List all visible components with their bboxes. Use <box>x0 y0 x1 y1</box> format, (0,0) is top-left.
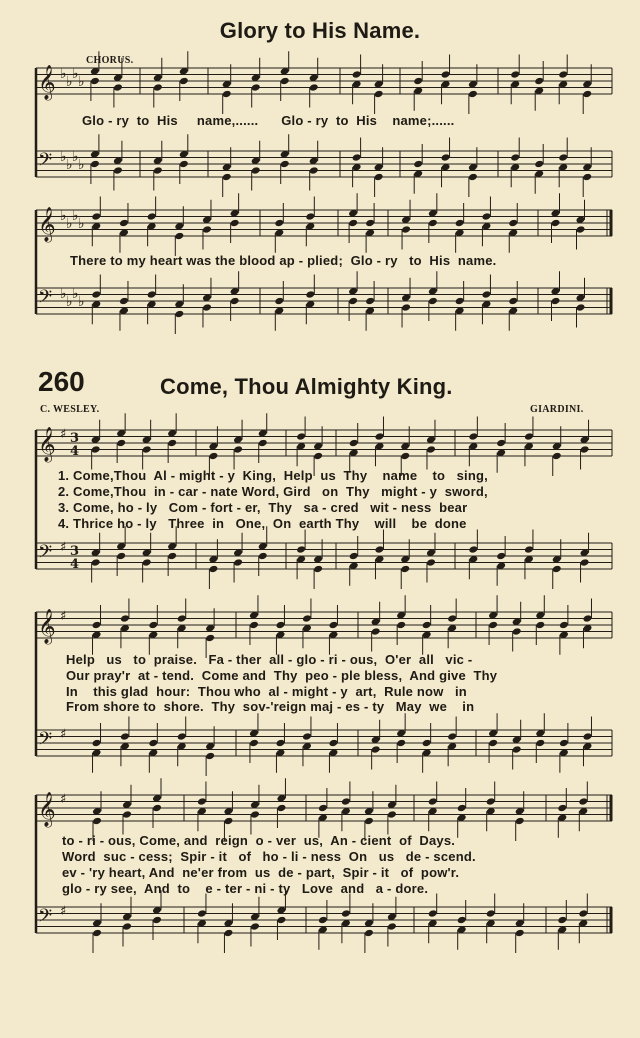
note-head <box>524 432 534 441</box>
time-signature: 3 <box>70 431 80 446</box>
note-head <box>558 153 568 162</box>
note-head <box>167 439 177 448</box>
note-head <box>208 565 218 574</box>
note-head <box>249 739 259 748</box>
note-head <box>116 552 126 561</box>
bass-clef-icon: 𝄢 <box>38 729 53 754</box>
note-head <box>208 452 218 461</box>
note-head <box>374 173 384 182</box>
note-head <box>177 732 187 741</box>
verse-line: Help us to praise. Fa - ther all - glo - ri - ous, O'er all vic - <box>66 652 473 667</box>
verse-line: ev - 'ry heart, And ne'er from us de - part, Spir - it of pow'r. <box>62 865 460 880</box>
flat-icon: ♭ <box>66 216 73 232</box>
note-head <box>508 297 518 306</box>
note-head <box>153 166 163 175</box>
note-head <box>535 739 545 748</box>
note-head <box>551 219 561 228</box>
note-head <box>387 810 397 819</box>
chorus-label: CHORUS. <box>86 55 134 66</box>
note-head <box>510 153 520 162</box>
note-head <box>274 297 284 306</box>
note-head <box>92 739 102 748</box>
note-head <box>401 225 411 234</box>
flat-icon: ♭ <box>60 208 67 224</box>
note-head <box>371 627 381 636</box>
treble-clef-icon: 𝄞 <box>38 65 56 100</box>
author-credit: C. WESLEY. <box>40 404 100 415</box>
note-head <box>120 732 130 741</box>
note-head <box>496 552 506 561</box>
note-head <box>205 752 215 761</box>
note-head <box>371 745 381 754</box>
note-head <box>120 614 130 623</box>
note-head <box>576 225 586 234</box>
note-head <box>328 621 338 630</box>
note-head <box>510 70 520 79</box>
flat-icon: ♭ <box>78 157 85 173</box>
note-head <box>387 922 397 931</box>
note-head <box>92 929 102 938</box>
sharp-icon: ♯ <box>60 427 67 442</box>
treble-clef-icon: 𝄞 <box>38 207 56 242</box>
note-head <box>582 90 592 99</box>
note-head <box>250 922 260 931</box>
note-head <box>552 565 562 574</box>
note-head <box>153 83 163 92</box>
hymn-title: Glory to His Name. <box>219 18 421 43</box>
bass-clef-icon: 𝄢 <box>38 542 53 567</box>
note-head <box>328 739 338 748</box>
verse-line: 3. Come, ho - ly Com - fort - er, Thy sa - cred wit - ness bear <box>58 500 468 515</box>
verse-line: 4. Thrice ho - ly Three in One, On earth Thy will be done <box>58 516 467 531</box>
note-head <box>352 153 362 162</box>
flat-icon: ♭ <box>60 149 67 165</box>
time-signature: 3 <box>70 544 80 559</box>
note-head <box>576 303 586 312</box>
note-head <box>276 804 286 813</box>
note-head <box>400 452 410 461</box>
time-signature: 4 <box>70 444 80 459</box>
note-head <box>119 219 129 228</box>
note-head <box>258 552 268 561</box>
note-head <box>305 290 315 299</box>
note-head <box>177 614 187 623</box>
note-head <box>582 173 592 182</box>
note-head <box>280 160 290 169</box>
note-head <box>197 909 207 918</box>
verse-line: From shore to shore. Thy sov-'reign maj - es - ty May we in <box>66 699 475 714</box>
note-head <box>197 797 207 806</box>
flat-icon: ♭ <box>78 294 85 310</box>
note-head <box>413 160 423 169</box>
note-head <box>341 909 351 918</box>
flat-icon: ♭ <box>78 74 85 90</box>
note-head <box>441 70 451 79</box>
note-head <box>174 310 184 319</box>
note-head <box>496 439 506 448</box>
note-head <box>122 810 132 819</box>
note-head <box>305 212 315 221</box>
note-head <box>365 219 375 228</box>
note-head <box>396 621 406 630</box>
note-head <box>400 565 410 574</box>
note-head <box>167 552 177 561</box>
note-head <box>428 797 438 806</box>
note-head <box>426 558 436 567</box>
note-head <box>524 545 534 554</box>
time-signature: 4 <box>70 557 80 572</box>
note-head <box>580 445 590 454</box>
note-head <box>233 445 243 454</box>
note-head <box>222 90 232 99</box>
note-head <box>142 558 152 567</box>
note-head <box>205 634 215 643</box>
treble-clef-icon: 𝄞 <box>38 792 56 827</box>
note-head <box>468 545 478 554</box>
note-head <box>486 797 496 806</box>
note-head <box>447 614 457 623</box>
note-head <box>92 621 102 630</box>
note-head <box>274 219 284 228</box>
note-head <box>559 621 569 630</box>
note-head <box>457 916 467 925</box>
note-head <box>441 153 451 162</box>
note-head <box>250 810 260 819</box>
note-head <box>91 445 101 454</box>
verse-line: to - ri - ous, Come, and reign o - ver us, An - cient of Days. <box>62 833 456 848</box>
bass-clef-icon: 𝄢 <box>38 906 53 931</box>
note-head <box>455 219 465 228</box>
note-head <box>230 297 240 306</box>
note-head <box>422 739 432 748</box>
note-head <box>222 173 232 182</box>
note-head <box>428 297 438 306</box>
sharp-icon: ♯ <box>60 792 67 807</box>
flat-icon: ♭ <box>60 286 67 302</box>
note-head <box>142 445 152 454</box>
note-head <box>341 797 351 806</box>
bass-clef-icon: 𝄢 <box>38 150 53 175</box>
note-head <box>428 219 438 228</box>
note-head <box>365 297 375 306</box>
treble-clef-icon: 𝄞 <box>38 609 56 644</box>
note-head <box>559 739 569 748</box>
note-head <box>583 614 593 623</box>
note-head <box>152 804 162 813</box>
note-head <box>309 83 319 92</box>
note-head <box>202 225 212 234</box>
note-head <box>302 614 312 623</box>
verse-line: glo - ry see, And to e - ter - ni - ty Love and a - dore. <box>62 881 429 896</box>
note-head <box>352 70 362 79</box>
note-head <box>90 77 100 86</box>
flat-icon: ♭ <box>66 157 73 173</box>
note-head <box>348 219 358 228</box>
note-head <box>426 445 436 454</box>
sharp-icon: ♯ <box>60 540 67 555</box>
note-head <box>91 290 101 299</box>
note-head <box>455 297 465 306</box>
note-head <box>148 621 158 630</box>
note-head <box>113 83 123 92</box>
note-head <box>481 212 491 221</box>
note-head <box>422 621 432 630</box>
note-head <box>174 232 184 241</box>
note-head <box>313 452 323 461</box>
note-head <box>457 804 467 813</box>
note-head <box>230 219 240 228</box>
note-head <box>91 558 101 567</box>
flat-icon: ♭ <box>66 294 73 310</box>
note-head <box>147 290 157 299</box>
note-head <box>468 432 478 441</box>
flat-icon: ♭ <box>72 208 79 224</box>
note-head <box>481 290 491 299</box>
note-head <box>488 739 498 748</box>
note-head <box>309 166 319 175</box>
note-head <box>116 439 126 448</box>
note-head <box>396 739 406 748</box>
note-head <box>374 90 384 99</box>
note-head <box>148 739 158 748</box>
note-head <box>349 439 359 448</box>
flat-icon: ♭ <box>66 74 73 90</box>
note-head <box>364 817 374 826</box>
note-head <box>202 303 212 312</box>
verse-line: Our pray'r at - tend. Come and Thy peo - ple bless, And give Thy <box>66 668 498 683</box>
composer-credit: GIARDINI. <box>530 404 584 415</box>
note-head <box>258 439 268 448</box>
note-head <box>318 916 328 925</box>
bass-clef-icon: 𝄢 <box>38 287 53 312</box>
note-head <box>152 916 162 925</box>
verse-line: In this glad hour: Thou who al - might - y art, Rule now in <box>66 684 467 699</box>
sharp-icon: ♯ <box>60 609 67 624</box>
note-head <box>447 732 457 741</box>
note-head <box>296 545 306 554</box>
note-head <box>557 916 567 925</box>
note-head <box>179 77 189 86</box>
note-head <box>147 212 157 221</box>
note-head <box>512 745 522 754</box>
note-head <box>90 160 100 169</box>
note-head <box>535 621 545 630</box>
note-head <box>113 166 123 175</box>
hymn-title: Come, Thou Almighty King. <box>160 374 453 399</box>
note-head <box>515 929 525 938</box>
lyric-line: Glo - ry to His name,...... Glo - ry to His name;...... <box>82 113 455 128</box>
note-head <box>515 817 525 826</box>
note-head <box>580 558 590 567</box>
note-head <box>578 909 588 918</box>
flat-icon: ♭ <box>72 149 79 165</box>
note-head <box>302 732 312 741</box>
note-head <box>179 160 189 169</box>
note-head <box>551 297 561 306</box>
flat-icon: ♭ <box>60 66 67 82</box>
note-head <box>280 77 290 86</box>
sharp-icon: ♯ <box>60 904 67 919</box>
note-head <box>275 739 285 748</box>
note-head <box>552 452 562 461</box>
note-head <box>349 552 359 561</box>
note-head <box>578 797 588 806</box>
note-head <box>468 90 478 99</box>
note-head <box>508 219 518 228</box>
note-head <box>558 70 568 79</box>
note-head <box>313 565 323 574</box>
note-head <box>92 817 102 826</box>
sharp-icon: ♯ <box>60 727 67 742</box>
hymn-number: 260 <box>38 366 85 397</box>
note-head <box>401 303 411 312</box>
note-head <box>348 297 358 306</box>
note-head <box>318 804 328 813</box>
lyric-line: There to my heart was the blood ap - plied; Glo - ry to His name. <box>70 253 497 268</box>
note-head <box>428 909 438 918</box>
note-head <box>583 732 593 741</box>
note-head <box>375 545 385 554</box>
note-head <box>276 916 286 925</box>
note-head <box>486 909 496 918</box>
treble-clef-icon: 𝄞 <box>38 427 56 462</box>
note-head <box>468 173 478 182</box>
verse-line: Word suc - cess; Spir - it of ho - li - ness On us de - scend. <box>62 849 476 864</box>
note-head <box>275 621 285 630</box>
note-head <box>534 77 544 86</box>
flat-icon: ♭ <box>72 66 79 82</box>
note-head <box>488 621 498 630</box>
note-head <box>251 166 261 175</box>
note-head <box>119 297 129 306</box>
note-head <box>534 160 544 169</box>
note-head <box>364 929 374 938</box>
flat-icon: ♭ <box>72 286 79 302</box>
note-head <box>233 558 243 567</box>
note-head <box>223 929 233 938</box>
note-head <box>512 627 522 636</box>
note-head <box>375 432 385 441</box>
flat-icon: ♭ <box>78 216 85 232</box>
note-head <box>557 804 567 813</box>
note-head <box>296 432 306 441</box>
note-head <box>223 817 233 826</box>
note-head <box>413 77 423 86</box>
verse-line: 2. Come,Thou in - car - nate Word, Gird on Thy might - y sword, <box>58 484 488 499</box>
note-head <box>91 212 101 221</box>
verse-line: 1. Come,Thou Al - might - y King, Help us Thy name to sing, <box>58 468 488 483</box>
note-head <box>249 621 259 630</box>
note-head <box>251 83 261 92</box>
note-head <box>122 922 132 931</box>
